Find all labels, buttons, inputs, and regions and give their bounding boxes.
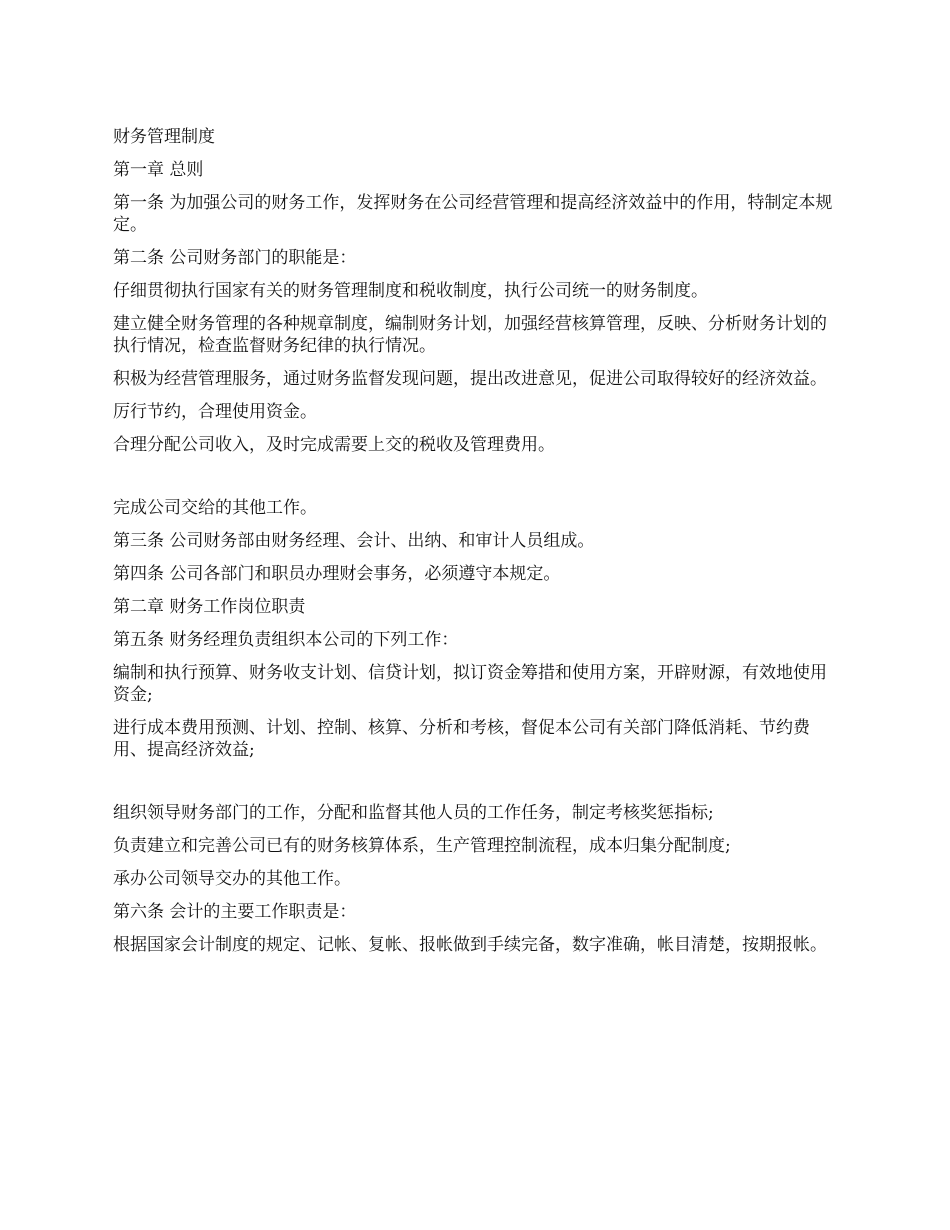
chapter-heading: 第一章 总则 bbox=[113, 160, 204, 180]
paragraph: 厉行节约，合理使用资金。 bbox=[113, 402, 317, 422]
paragraph: 仔细贯彻执行国家有关的财务管理制度和税收制度，执行公司统一的财务制度。 bbox=[113, 281, 708, 301]
paragraph: 第五条 财务经理负责组织本公司的下列工作： bbox=[113, 630, 459, 650]
paragraph: 编制和执行预算、财务收支计划、信贷计划，拟订资金筹措和使用方案，开辟财源，有效地使用资金; bbox=[113, 663, 827, 705]
paragraph: 完成公司交给的其他工作。 bbox=[113, 498, 317, 518]
paragraph: 合理分配公司收入，及时完成需要上交的税收及管理费用。 bbox=[113, 435, 555, 455]
paragraph: 第二条 公司财务部门的职能是： bbox=[113, 248, 357, 268]
paragraph: 第四条 公司各部门和职员办理财会事务，必须遵守本规定。 bbox=[113, 564, 561, 584]
document-body bbox=[113, 126, 840, 967]
paragraph: 第六条 会计的主要工作职责是： bbox=[113, 902, 357, 922]
blank-spacer bbox=[113, 467, 840, 497]
blank-spacer bbox=[113, 772, 840, 802]
paragraph: 第一条 为加强公司的财务工作，发挥财务在公司经营管理和提高经济效益中的作用，特制定本规定。 bbox=[113, 193, 833, 235]
paragraph: 建立健全财务管理的各种规章制度，编制财务计划，加强经营核算管理，反映、分析财务计划的执行情况，检查监督财务纪律的执行情况。 bbox=[113, 314, 827, 356]
document-title: 财务管理制度 bbox=[113, 127, 215, 147]
paragraph: 根据国家会计制度的规定、记帐、复帐、报帐做到手续完备，数字准确，帐目清楚，按期报帐。 bbox=[113, 935, 827, 955]
paragraph: 进行成本费用预测、计划、控制、核算、分析和考核，督促本公司有关部门降低消耗、节约费用、提高经济效益; bbox=[113, 718, 810, 760]
paragraph: 第三条 公司财务部由财务经理、会计、出纳、和审计人员组成。 bbox=[113, 531, 595, 551]
paragraph: 负责建立和完善公司已有的财务核算体系，生产管理控制流程，成本归集分配制度; bbox=[113, 836, 731, 856]
paragraph: 积极为经营管理服务，通过财务监督发现问题，提出改进意见，促进公司取得较好的经济效益。 bbox=[113, 369, 827, 389]
paragraph: 承办公司领导交办的其他工作。 bbox=[113, 869, 351, 889]
paragraph: 组织领导财务部门的工作，分配和监督其他人员的工作任务，制定考核奖惩指标; bbox=[113, 803, 714, 823]
chapter-heading: 第二章 财务工作岗位职责 bbox=[113, 597, 306, 617]
